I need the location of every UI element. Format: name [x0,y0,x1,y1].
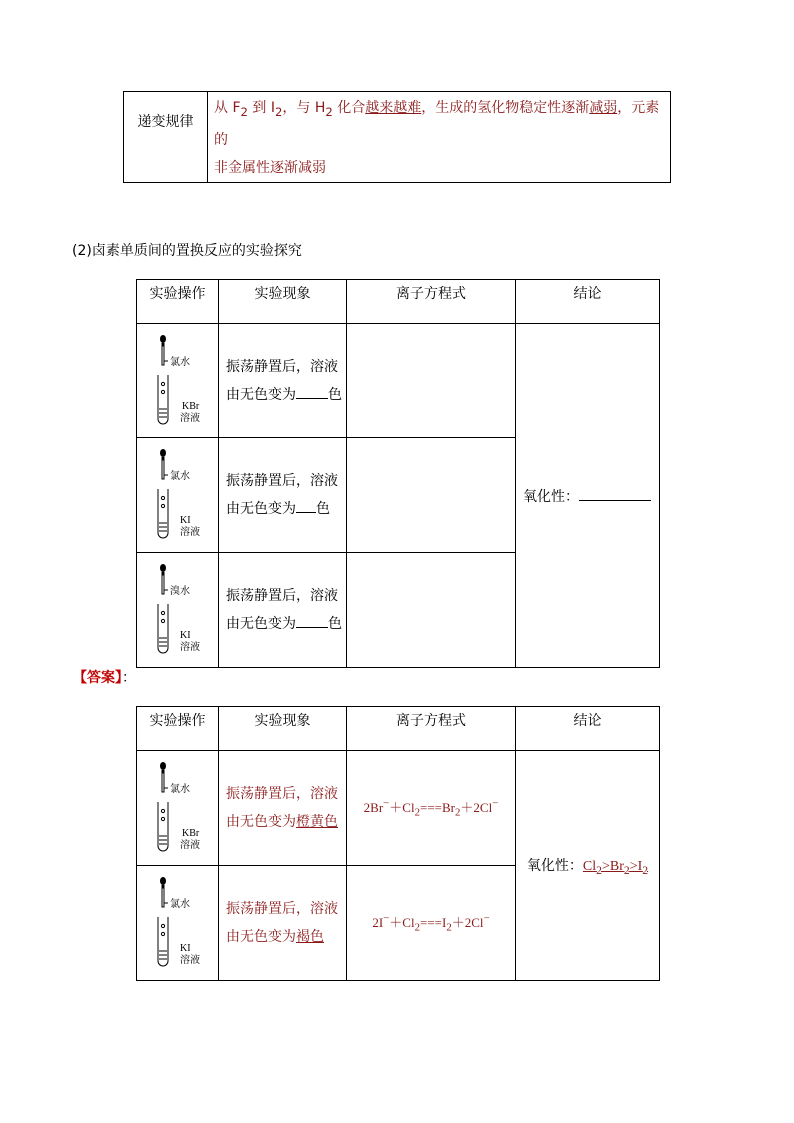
header-operation: 实验操作 [137,280,219,324]
svg-text:KBr: KBr [181,400,199,412]
svg-text:KI: KI [179,943,191,954]
header-phenomenon: 实验现象 [219,280,347,324]
svg-text:溶液: 溶液 [179,840,200,851]
conclusion-blank [579,486,651,501]
phenomenon-cell: 振荡静置后，溶液 由无色变为褐色 [219,866,347,981]
svg-text:溶液: 溶液 [179,642,200,653]
answer-blank [296,498,316,513]
test-tube-dropper-icon [139,873,217,973]
phenomenon-cell: 振荡静置后，溶液 由无色变为 色 [219,438,347,553]
test-tube-dropper-icon [139,560,217,660]
test-tube-dropper-icon [139,445,217,545]
svg-text:溶液: 溶液 [179,955,200,966]
header-conclusion: 结论 [516,280,660,324]
svg-text:氯水: 氯水 [169,899,190,910]
svg-text:氯水: 氯水 [169,784,190,795]
rule-label: 递变规律 [124,92,208,183]
header-conclusion: 结论 [516,707,660,751]
header-phenomenon: 实验现象 [219,707,347,751]
phenomenon-cell: 振荡静置后，溶液 由无色变为橙黄色 [219,751,347,866]
equation-cell [347,553,516,668]
equation-cell [347,324,516,438]
phenomenon-cell: 振荡静置后，溶液 由无色变为 色 [219,553,347,668]
svg-text:溶液: 溶液 [179,412,200,424]
test-tube-dropper-icon [139,331,217,431]
operation-figure [137,438,219,553]
phenomenon-cell: 振荡静置后，溶液 由无色变为 色 [219,324,347,438]
operation-figure [137,866,219,981]
answer-blank [296,613,328,628]
svg-text:KI: KI [179,515,191,526]
svg-text:KBr: KBr [181,828,199,839]
equation-cell [347,438,516,553]
header-equation: 离子方程式 [347,280,516,324]
test-tube-dropper-icon [139,758,217,858]
svg-text:溴水: 溴水 [169,586,190,597]
question-table [136,279,660,668]
header-equation: 离子方程式 [347,707,516,751]
conclusion-cell: 氧化性： [516,324,660,668]
operation-figure [137,553,219,668]
conclusion-cell: 氧化性：$Cl_2>Br_2>I_2$ [516,751,660,981]
svg-text:氯水: 氯水 [169,356,190,368]
rule-text: 从 $F_2$ 到 $I_2$，与 $H_2$ 化合越来越难，生成的氢化物稳定性逐渐减弱，元素的 非金属性逐渐减弱 [208,92,671,183]
equation-cell: $2Br^-+Cl_2===Br_2+2Cl^-$ [347,751,516,866]
rule-table [123,91,671,183]
header-operation: 实验操作 [137,707,219,751]
operation-figure [137,324,219,438]
operation-figure [137,751,219,866]
answer-label: 【答案】： [73,670,136,686]
answer-blank [296,384,328,399]
svg-text:溶液: 溶液 [179,527,200,538]
section-title: (2)卤素单质间的置换反应的实验探究 [72,243,302,259]
answer-table [136,706,660,981]
svg-text:氯水: 氯水 [169,471,190,482]
svg-text:KI: KI [179,630,191,641]
equation-cell: $2I^-+Cl_2===I_2+2Cl^-$ [347,866,516,981]
